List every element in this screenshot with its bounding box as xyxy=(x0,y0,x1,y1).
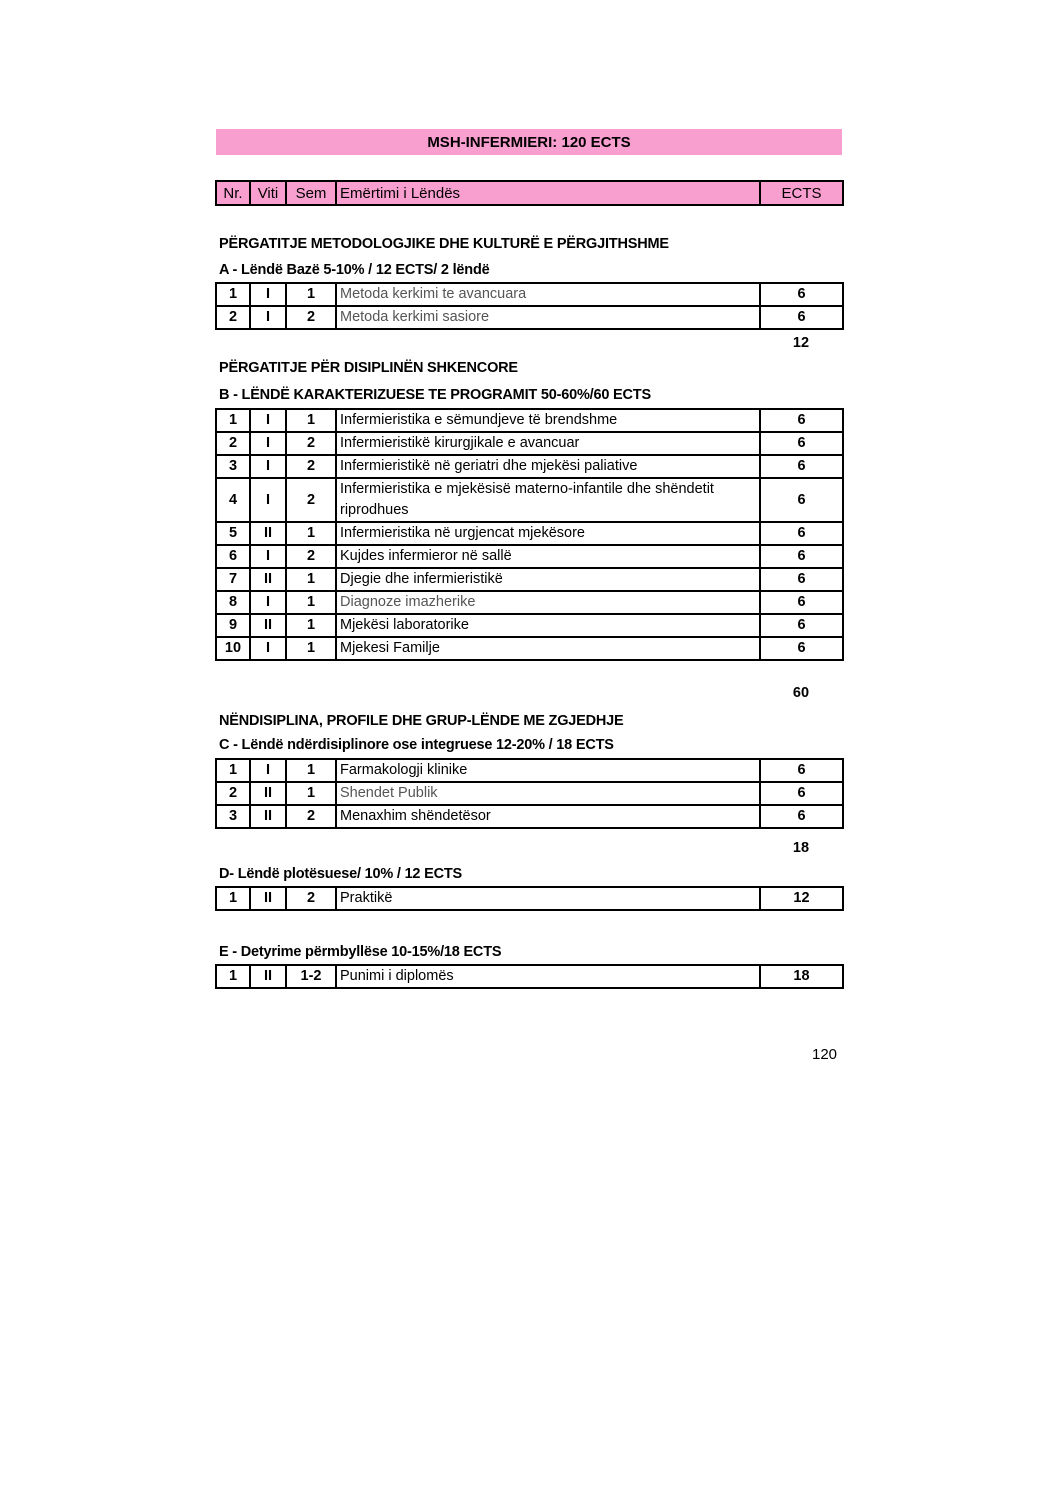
course-year: I xyxy=(250,759,286,782)
course-ects: 6 xyxy=(760,614,843,637)
course-nr: 7 xyxy=(216,568,250,591)
course-row xyxy=(216,637,843,660)
group-c-title: C - Lëndë ndërdisiplinore ose integruese 12-20% / 18 ECTS xyxy=(219,737,614,753)
course-ects: 6 xyxy=(760,409,843,432)
course-year: I xyxy=(250,283,286,306)
course-nr: 10 xyxy=(216,637,250,660)
course-name: Shendet Publik xyxy=(336,782,760,805)
column-header-row xyxy=(216,181,843,205)
course-semester: 2 xyxy=(286,432,336,455)
course-name: Infermieristikë kirurgjikale e avancuar xyxy=(336,432,760,455)
group-e-table xyxy=(215,964,844,989)
course-name: Diagnoze imazherike xyxy=(336,591,760,614)
course-row xyxy=(216,591,843,614)
course-year: I xyxy=(250,455,286,478)
course-year: I xyxy=(250,409,286,432)
course-year: II xyxy=(250,887,286,910)
course-semester: 1 xyxy=(286,283,336,306)
course-nr: 2 xyxy=(216,432,250,455)
header-emertimi: Emërtimi i Lëndës xyxy=(336,181,760,205)
course-year: I xyxy=(250,545,286,568)
header-ects: ECTS xyxy=(760,181,843,205)
group-a-total: 12 xyxy=(792,335,810,351)
course-row xyxy=(216,614,843,637)
course-semester: 2 xyxy=(286,455,336,478)
group-b-total: 60 xyxy=(792,685,810,701)
course-row xyxy=(216,568,843,591)
course-year: I xyxy=(250,637,286,660)
course-semester: 1 xyxy=(286,522,336,545)
course-name: Djegie dhe infermieristikë xyxy=(336,568,760,591)
course-semester: 2 xyxy=(286,545,336,568)
course-semester: 1 xyxy=(286,591,336,614)
course-year: II xyxy=(250,522,286,545)
course-ects: 6 xyxy=(760,306,843,329)
course-ects: 6 xyxy=(760,432,843,455)
course-semester: 1 xyxy=(286,409,336,432)
course-row xyxy=(216,805,843,828)
course-name: Mjekësi laboratorike xyxy=(336,614,760,637)
course-ects: 6 xyxy=(760,283,843,306)
group-b-table xyxy=(215,408,844,661)
group-c-total: 18 xyxy=(792,840,810,856)
course-ects: 6 xyxy=(760,591,843,614)
course-semester: 2 xyxy=(286,805,336,828)
header-viti: Viti xyxy=(250,181,286,205)
course-row xyxy=(216,306,843,329)
course-semester: 1 xyxy=(286,782,336,805)
course-row xyxy=(216,455,843,478)
course-row xyxy=(216,283,843,306)
course-ects: 18 xyxy=(760,965,843,988)
course-ects: 6 xyxy=(760,455,843,478)
course-year: II xyxy=(250,782,286,805)
course-nr: 1 xyxy=(216,409,250,432)
group-a-table xyxy=(215,282,844,330)
course-semester: 2 xyxy=(286,306,336,329)
course-row xyxy=(216,432,843,455)
group-d-title: D- Lëndë plotësuese/ 10% / 12 ECTS xyxy=(219,866,462,882)
course-semester: 1 xyxy=(286,614,336,637)
course-name: Mjekesi Familje xyxy=(336,637,760,660)
course-semester: 1-2 xyxy=(286,965,336,988)
course-semester: 1 xyxy=(286,568,336,591)
course-semester: 2 xyxy=(286,478,336,522)
course-ects: 6 xyxy=(760,545,843,568)
header-sem: Sem xyxy=(286,181,336,205)
course-year: I xyxy=(250,591,286,614)
course-semester: 1 xyxy=(286,637,336,660)
course-name: Infermieristika e mjekësisë materno-infantile dhe shëndetit riprodhues xyxy=(336,478,760,522)
course-row xyxy=(216,782,843,805)
course-year: I xyxy=(250,478,286,522)
course-name: Metoda kerkimi sasiore xyxy=(336,306,760,329)
course-nr: 1 xyxy=(216,965,250,988)
course-name: Farmakologji klinike xyxy=(336,759,760,782)
course-name: Menaxhim shëndetësor xyxy=(336,805,760,828)
course-name: Infermieristika në urgjencat mjekësore xyxy=(336,522,760,545)
course-ects: 6 xyxy=(760,568,843,591)
course-ects: 6 xyxy=(760,782,843,805)
group-b-title: B - LËNDË KARAKTERIZUESE TE PROGRAMIT 50-60%/60 ECTS xyxy=(219,387,651,403)
course-row xyxy=(216,545,843,568)
course-nr: 9 xyxy=(216,614,250,637)
course-nr: 3 xyxy=(216,455,250,478)
course-nr: 2 xyxy=(216,782,250,805)
course-row xyxy=(216,478,843,522)
course-row xyxy=(216,522,843,545)
header-nr: Nr. xyxy=(216,181,250,205)
course-year: I xyxy=(250,432,286,455)
course-year: II xyxy=(250,805,286,828)
course-nr: 1 xyxy=(216,759,250,782)
course-ects: 6 xyxy=(760,637,843,660)
course-row xyxy=(216,409,843,432)
group-e-title: E - Detyrime përmbyllëse 10-15%/18 ECTS xyxy=(219,944,502,960)
course-row xyxy=(216,965,843,988)
course-name: Metoda kerkimi te avancuara xyxy=(336,283,760,306)
group-c-table xyxy=(215,758,844,829)
course-nr: 5 xyxy=(216,522,250,545)
group-d-table xyxy=(215,886,844,911)
page-number: 120 xyxy=(812,1046,838,1063)
course-ects: 6 xyxy=(760,759,843,782)
course-nr: 6 xyxy=(216,545,250,568)
course-nr: 1 xyxy=(216,283,250,306)
course-name: Praktikë xyxy=(336,887,760,910)
course-row xyxy=(216,759,843,782)
section-heading-2: PËRGATITJE PËR DISIPLINËN SHKENCORE xyxy=(219,360,518,376)
course-ects: 6 xyxy=(760,522,843,545)
course-nr: 2 xyxy=(216,306,250,329)
section-heading-1: PËRGATITJE METODOLOGJIKE DHE KULTURË E PËRGJITHSHME xyxy=(219,236,669,252)
course-ects: 6 xyxy=(760,478,843,522)
course-year: I xyxy=(250,306,286,329)
column-header-table xyxy=(215,180,844,206)
course-name: Kujdes infermieror në sallë xyxy=(336,545,760,568)
program-title: MSH-INFERMIERI: 120 ECTS xyxy=(216,129,842,155)
course-ects: 12 xyxy=(760,887,843,910)
course-nr: 4 xyxy=(216,478,250,522)
course-year: II xyxy=(250,965,286,988)
course-nr: 3 xyxy=(216,805,250,828)
section-heading-3: NËNDISIPLINA, PROFILE DHE GRUP-LËNDE ME ZGJEDHJE xyxy=(219,713,624,729)
course-row xyxy=(216,887,843,910)
course-year: II xyxy=(250,568,286,591)
course-ects: 6 xyxy=(760,805,843,828)
course-year: II xyxy=(250,614,286,637)
group-a-title: A - Lëndë Bazë 5-10% / 12 ECTS/ 2 lëndë xyxy=(219,262,490,278)
course-name: Punimi i diplomës xyxy=(336,965,760,988)
course-nr: 8 xyxy=(216,591,250,614)
course-nr: 1 xyxy=(216,887,250,910)
course-name: Infermieristika e sëmundjeve të brendshme xyxy=(336,409,760,432)
course-semester: 1 xyxy=(286,759,336,782)
course-name: Infermieristikë në geriatri dhe mjekësi paliative xyxy=(336,455,760,478)
course-semester: 2 xyxy=(286,887,336,910)
